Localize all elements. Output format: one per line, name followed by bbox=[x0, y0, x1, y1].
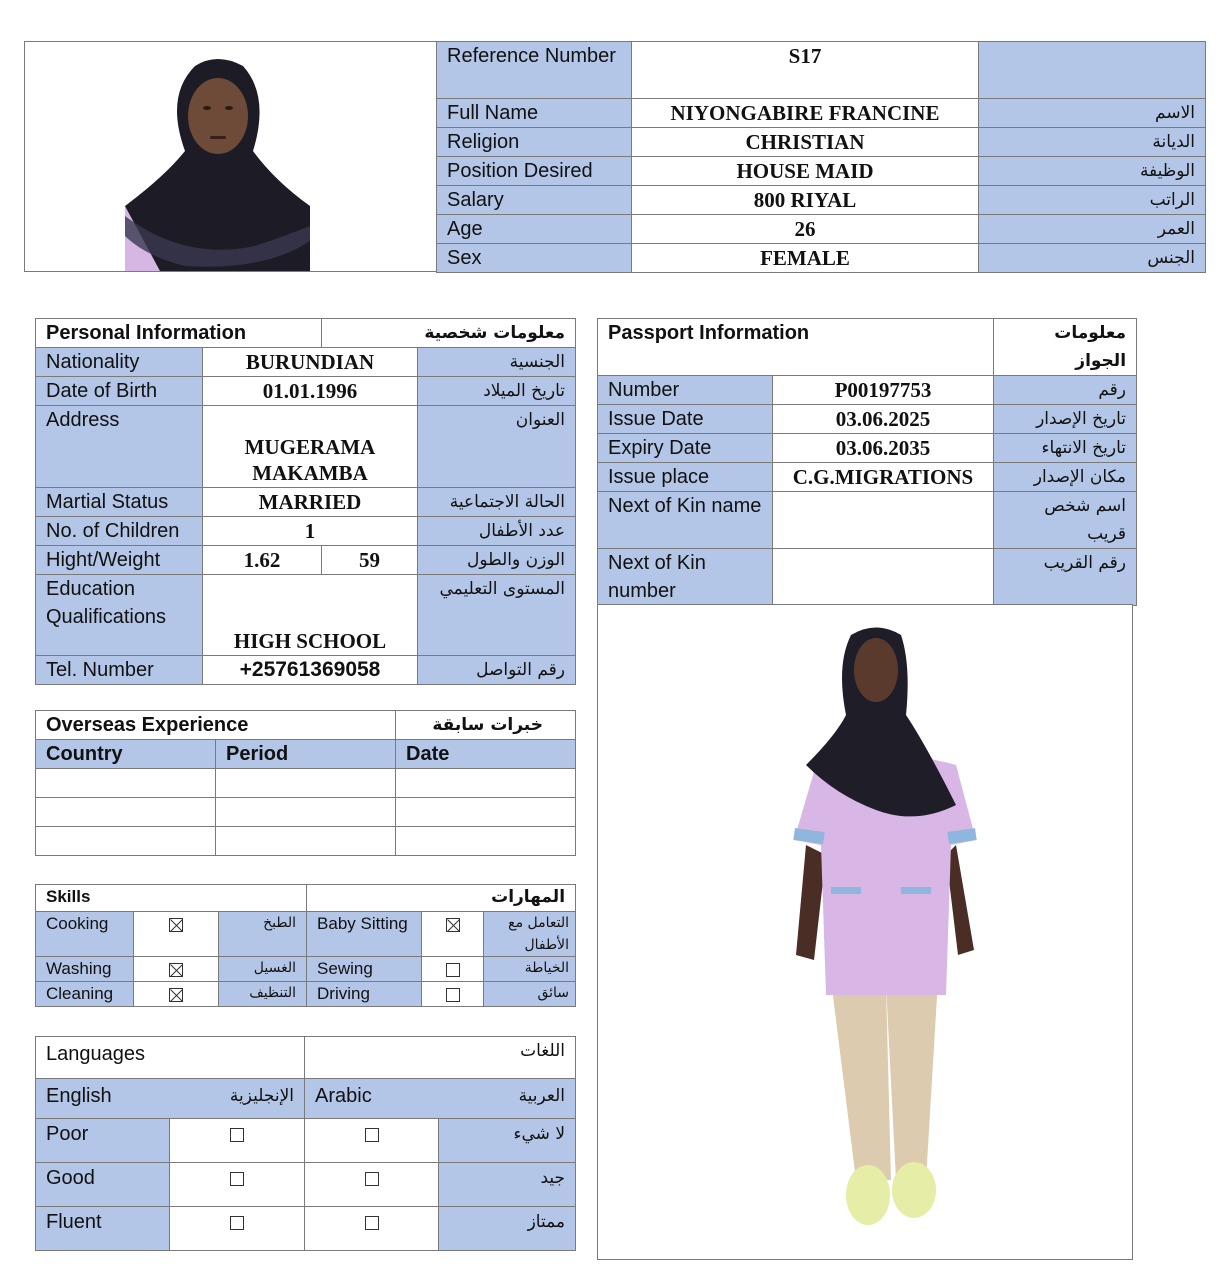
nationality-value: BURUNDIAN bbox=[203, 348, 418, 377]
unchecked-box-icon bbox=[230, 1216, 244, 1230]
summary-label-ar: الوظيفة bbox=[979, 157, 1206, 186]
level-label: Poor bbox=[36, 1119, 170, 1163]
personal-row bbox=[36, 656, 576, 685]
height-value: 1.62 bbox=[203, 546, 322, 575]
period-cell bbox=[216, 798, 396, 827]
personal-info-header bbox=[36, 319, 576, 348]
personal-row bbox=[36, 377, 576, 406]
section-title-ar: معلومات شخصية bbox=[322, 319, 576, 348]
skill-label: Sewing bbox=[307, 957, 422, 982]
column-header-date: Date bbox=[396, 740, 576, 769]
period-cell bbox=[216, 769, 396, 798]
sex-value: FEMALE bbox=[632, 244, 979, 273]
overseas-row bbox=[36, 798, 576, 827]
english-label: English bbox=[36, 1079, 170, 1119]
skill-cooking-checkbox[interactable] bbox=[134, 912, 219, 957]
english-label-ar: الإنجليزية bbox=[170, 1079, 305, 1119]
personal-row bbox=[36, 348, 576, 377]
skill-label-ar: التعامل مع الأطفال bbox=[484, 912, 576, 957]
checked-box-icon bbox=[169, 988, 183, 1002]
field-label-ar: رقم bbox=[994, 376, 1137, 405]
field-label-ar: رقم التواصل bbox=[418, 656, 576, 685]
level-label: Fluent bbox=[36, 1207, 170, 1251]
checked-box-icon bbox=[446, 918, 460, 932]
skill-babysitting-checkbox[interactable] bbox=[422, 912, 484, 957]
skill-washing-checkbox[interactable] bbox=[134, 957, 219, 982]
reference-number-value: S17 bbox=[632, 42, 979, 99]
skills-table bbox=[35, 884, 576, 1007]
section-title-ar: اللغات bbox=[305, 1037, 576, 1079]
summary-label-ar: الاسم bbox=[979, 99, 1206, 128]
full-name-value: NIYONGABIRE FRANCINE bbox=[632, 99, 979, 128]
section-title: Languages bbox=[36, 1037, 305, 1079]
unchecked-box-icon bbox=[230, 1128, 244, 1142]
field-label-ar: الوزن والطول bbox=[418, 546, 576, 575]
full-body-photo bbox=[786, 625, 986, 1235]
summary-label-ar: الديانة bbox=[979, 128, 1206, 157]
passport-info-table bbox=[597, 318, 1137, 606]
field-label: Hight/Weight bbox=[36, 546, 203, 575]
level-label-ar: جيد bbox=[439, 1163, 576, 1207]
field-label-ar: مكان الإصدار bbox=[994, 463, 1137, 492]
field-label: Address bbox=[36, 406, 203, 488]
unchecked-box-icon bbox=[365, 1216, 379, 1230]
arabic-label: Arabic bbox=[305, 1079, 439, 1119]
skills-row bbox=[36, 982, 576, 1007]
passport-row bbox=[598, 376, 1137, 405]
field-label-ar: الحالة الاجتماعية bbox=[418, 488, 576, 517]
field-label: Tel. Number bbox=[36, 656, 203, 685]
skill-label: Baby Sitting bbox=[307, 912, 422, 957]
level-label: Good bbox=[36, 1163, 170, 1207]
overseas-experience-table bbox=[35, 710, 576, 856]
field-label: Expiry Date bbox=[598, 434, 773, 463]
address-line-2: MAKAMBA bbox=[252, 461, 368, 485]
unchecked-box-icon bbox=[446, 963, 460, 977]
section-title-ar: معلومات الجواز bbox=[994, 319, 1137, 376]
country-cell bbox=[36, 827, 216, 856]
weight-value: 59 bbox=[322, 546, 418, 575]
arabic-poor-checkbox[interactable] bbox=[305, 1119, 439, 1163]
language-level-row bbox=[36, 1207, 576, 1251]
languages-header bbox=[36, 1037, 576, 1079]
passport-row bbox=[598, 549, 1137, 606]
section-title-ar: خبرات سابقة bbox=[396, 711, 576, 740]
arabic-good-checkbox[interactable] bbox=[305, 1163, 439, 1207]
date-cell bbox=[396, 827, 576, 856]
field-label: Nationality bbox=[36, 348, 203, 377]
summary-row bbox=[437, 99, 1206, 128]
section-title: Personal Information bbox=[36, 319, 322, 348]
address-line-1: MUGERAMA bbox=[244, 435, 376, 459]
level-label-ar: لا شيء bbox=[439, 1119, 576, 1163]
next-of-kin-number-value bbox=[773, 549, 994, 606]
passport-info-header bbox=[598, 319, 1137, 376]
field-label-ar: تاريخ الإصدار bbox=[994, 405, 1137, 434]
personal-row bbox=[36, 406, 576, 488]
overseas-row bbox=[36, 827, 576, 856]
summary-label-ar: الراتب bbox=[979, 186, 1206, 215]
passport-row bbox=[598, 405, 1137, 434]
skill-label: Washing bbox=[36, 957, 134, 982]
skill-label-ar: الطبخ bbox=[219, 912, 307, 957]
date-cell bbox=[396, 769, 576, 798]
field-label-ar: عدد الأطفال bbox=[418, 517, 576, 546]
passport-row bbox=[598, 434, 1137, 463]
field-label: Number bbox=[598, 376, 773, 405]
skill-sewing-checkbox[interactable] bbox=[422, 957, 484, 982]
unchecked-box-icon bbox=[365, 1128, 379, 1142]
checked-box-icon bbox=[169, 918, 183, 932]
salary-value: 800 RIYAL bbox=[632, 186, 979, 215]
english-fluent-checkbox[interactable] bbox=[170, 1207, 305, 1251]
skill-label-ar: الغسيل bbox=[219, 957, 307, 982]
skill-cleaning-checkbox[interactable] bbox=[134, 982, 219, 1007]
personal-row bbox=[36, 517, 576, 546]
skills-row bbox=[36, 957, 576, 982]
skills-header bbox=[36, 885, 576, 912]
summary-row bbox=[437, 157, 1206, 186]
summary-table bbox=[436, 41, 1206, 273]
country-cell bbox=[36, 798, 216, 827]
skill-label-ar: سائق bbox=[484, 982, 576, 1007]
field-label-ar: العنوان bbox=[418, 406, 576, 488]
field-label: Issue Date bbox=[598, 405, 773, 434]
skill-label: Driving bbox=[307, 982, 422, 1007]
summary-row bbox=[437, 215, 1206, 244]
field-label: Issue place bbox=[598, 463, 773, 492]
level-label-ar: ممتاز bbox=[439, 1207, 576, 1251]
languages-table bbox=[35, 1036, 576, 1251]
language-level-row bbox=[36, 1163, 576, 1207]
summary-label: Salary bbox=[437, 186, 632, 215]
skill-label: Cleaning bbox=[36, 982, 134, 1007]
arabic-fluent-checkbox[interactable] bbox=[305, 1207, 439, 1251]
field-label-ar: رقم القريب bbox=[994, 549, 1137, 606]
personal-row bbox=[36, 546, 576, 575]
period-cell bbox=[216, 827, 396, 856]
summary-label: Sex bbox=[437, 244, 632, 273]
summary-label-ar bbox=[979, 42, 1206, 99]
summary-label: Full Name bbox=[437, 99, 632, 128]
passport-number-value: P00197753 bbox=[773, 376, 994, 405]
section-title-ar: المهارات bbox=[307, 885, 576, 912]
english-good-checkbox[interactable] bbox=[170, 1163, 305, 1207]
address-value bbox=[203, 406, 418, 488]
field-label-ar: تاريخ الميلاد bbox=[418, 377, 576, 406]
section-title: Passport Information bbox=[598, 319, 994, 376]
languages-subheader bbox=[36, 1079, 576, 1119]
checked-box-icon bbox=[169, 963, 183, 977]
next-of-kin-name-value bbox=[773, 492, 994, 549]
date-cell bbox=[396, 798, 576, 827]
issue-date-value: 03.06.2025 bbox=[773, 405, 994, 434]
unchecked-box-icon bbox=[230, 1172, 244, 1186]
age-value: 26 bbox=[632, 215, 979, 244]
english-poor-checkbox[interactable] bbox=[170, 1119, 305, 1163]
field-label: Date of Birth bbox=[36, 377, 203, 406]
unchecked-box-icon bbox=[446, 988, 460, 1002]
summary-label: Position Desired bbox=[437, 157, 632, 186]
arabic-label-ar: العربية bbox=[439, 1079, 576, 1119]
field-label: Next of Kin number bbox=[598, 549, 773, 606]
skill-label: Cooking bbox=[36, 912, 134, 957]
passport-row bbox=[598, 463, 1137, 492]
overseas-row bbox=[36, 769, 576, 798]
marital-status-value: MARRIED bbox=[203, 488, 418, 517]
full-body-photo-frame bbox=[597, 604, 1133, 1260]
column-header-period: Period bbox=[216, 740, 396, 769]
skill-label-ar: التنظيف bbox=[219, 982, 307, 1007]
headshot-frame bbox=[24, 41, 436, 272]
summary-label: Religion bbox=[437, 128, 632, 157]
religion-value: CHRISTIAN bbox=[632, 128, 979, 157]
dob-value: 01.01.1996 bbox=[203, 377, 418, 406]
field-label-ar: تاريخ الانتهاء bbox=[994, 434, 1137, 463]
summary-label-ar: العمر bbox=[979, 215, 1206, 244]
issue-place-value: C.G.MIGRATIONS bbox=[773, 463, 994, 492]
tel-value: +25761369058 bbox=[203, 656, 418, 685]
section-title: Skills bbox=[36, 885, 307, 912]
section-title: Overseas Experience bbox=[36, 711, 396, 740]
summary-row-reference bbox=[437, 42, 1206, 99]
summary-row bbox=[437, 128, 1206, 157]
summary-label: Reference Number bbox=[437, 42, 632, 99]
field-label-ar: الجنسية bbox=[418, 348, 576, 377]
headshot-photo bbox=[125, 56, 310, 271]
personal-info-table bbox=[35, 318, 576, 685]
field-label: Next of Kin name bbox=[598, 492, 773, 549]
summary-row bbox=[437, 186, 1206, 215]
skill-driving-checkbox[interactable] bbox=[422, 982, 484, 1007]
country-cell bbox=[36, 769, 216, 798]
children-value: 1 bbox=[203, 517, 418, 546]
field-label: Education Qualifications bbox=[36, 575, 203, 656]
field-label-ar: المستوى التعليمي bbox=[418, 575, 576, 656]
summary-row bbox=[437, 244, 1206, 273]
position-value: HOUSE MAID bbox=[632, 157, 979, 186]
expiry-date-value: 03.06.2035 bbox=[773, 434, 994, 463]
field-label: No. of Children bbox=[36, 517, 203, 546]
skills-row bbox=[36, 912, 576, 957]
language-level-row bbox=[36, 1119, 576, 1163]
unchecked-box-icon bbox=[365, 1172, 379, 1186]
education-value: HIGH SCHOOL bbox=[203, 575, 418, 656]
summary-label-ar: الجنس bbox=[979, 244, 1206, 273]
personal-row bbox=[36, 488, 576, 517]
field-label: Martial Status bbox=[36, 488, 203, 517]
overseas-columns bbox=[36, 740, 576, 769]
passport-row bbox=[598, 492, 1137, 549]
summary-label: Age bbox=[437, 215, 632, 244]
column-header-country: Country bbox=[36, 740, 216, 769]
skill-label-ar: الخياطة bbox=[484, 957, 576, 982]
field-label-ar: اسم شخص قريب bbox=[994, 492, 1137, 549]
overseas-header bbox=[36, 711, 576, 740]
personal-row bbox=[36, 575, 576, 656]
